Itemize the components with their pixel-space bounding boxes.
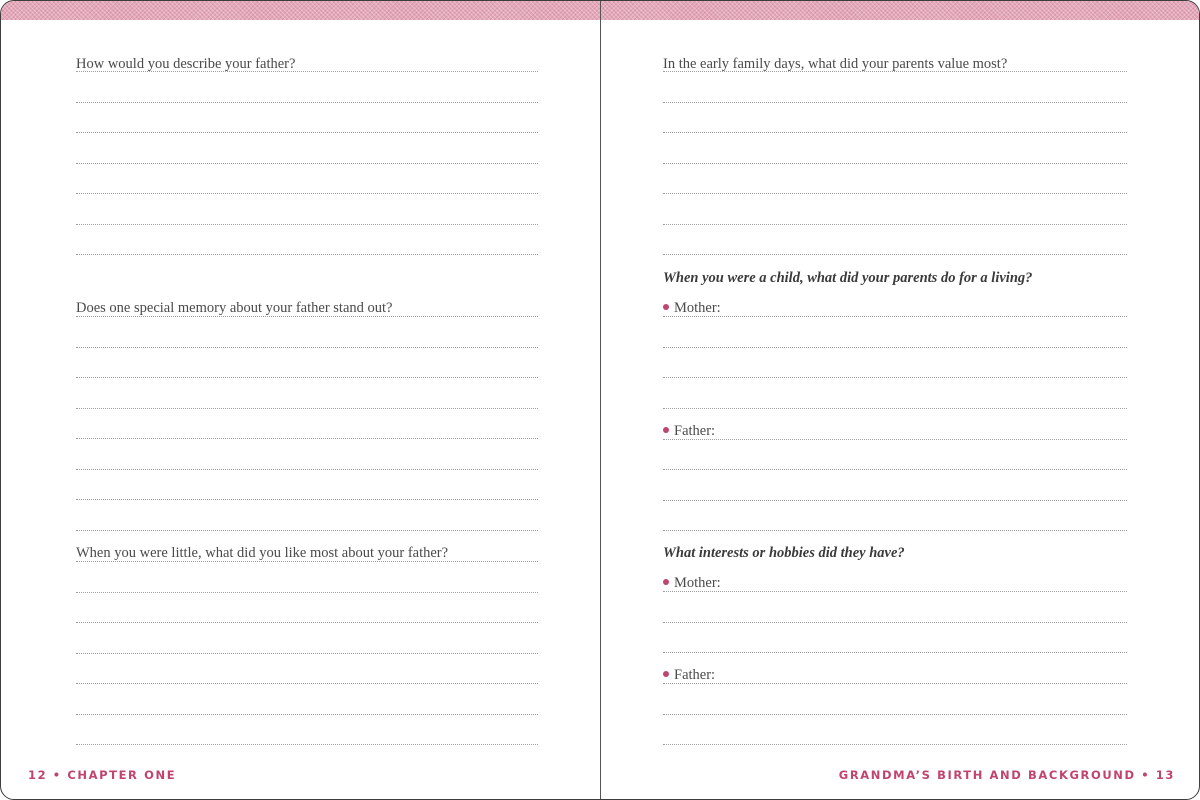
writing-line[interactable] <box>663 652 1127 653</box>
left-folio: 12 • CHAPTER ONE <box>28 768 177 782</box>
writing-line[interactable] <box>76 714 538 715</box>
writing-line[interactable] <box>663 254 1127 255</box>
bullet-icon <box>663 579 669 585</box>
writing-line[interactable] <box>663 377 1127 378</box>
writing-line[interactable] <box>663 500 1127 501</box>
writing-line[interactable] <box>663 469 1127 470</box>
writing-line[interactable] <box>663 102 1127 103</box>
writing-line[interactable] <box>663 193 1127 194</box>
writing-line[interactable] <box>663 163 1127 164</box>
section-heading: When you were a child, what did your parents do for a living? <box>663 270 1033 286</box>
writing-line[interactable] <box>76 622 538 623</box>
writing-line[interactable] <box>76 132 538 133</box>
bullet-item-father <box>663 423 715 439</box>
writing-line[interactable] <box>76 438 538 439</box>
bullet-icon <box>663 427 669 433</box>
bullet-label: Mother: <box>674 575 721 591</box>
left-page <box>1 1 600 799</box>
writing-line[interactable] <box>76 377 538 378</box>
writing-line[interactable] <box>76 163 538 164</box>
bullet-label: Father: <box>674 667 716 683</box>
writing-line[interactable] <box>663 71 1127 72</box>
writing-line[interactable] <box>76 347 538 348</box>
writing-line[interactable] <box>76 469 538 470</box>
writing-line[interactable] <box>76 499 538 500</box>
section-parents-hobbies <box>663 545 1127 747</box>
writing-line[interactable] <box>663 530 1127 531</box>
section-heading: What interests or hobbies did they have? <box>663 545 905 561</box>
writing-line[interactable] <box>76 193 538 194</box>
question-label: When you were little, what did you like most about your father? <box>76 545 449 561</box>
writing-line[interactable] <box>663 408 1127 409</box>
writing-line[interactable] <box>663 316 1127 317</box>
bullet-label: Mother: <box>674 300 721 316</box>
writing-line[interactable] <box>76 316 538 317</box>
bullet-item-mother <box>663 300 721 316</box>
writing-line[interactable] <box>76 530 538 531</box>
bullet-item-father <box>663 667 715 683</box>
writing-line[interactable] <box>76 102 538 103</box>
question-block-father-liked-most <box>76 545 538 747</box>
writing-line[interactable] <box>76 224 538 225</box>
writing-line[interactable] <box>76 592 538 593</box>
writing-line[interactable] <box>76 744 538 745</box>
bullet-label: Father: <box>674 423 716 439</box>
writing-line[interactable] <box>663 439 1127 440</box>
right-page <box>601 1 1199 799</box>
writing-line[interactable] <box>663 591 1127 592</box>
question-label: In the early family days, what did your parents value most? <box>663 56 1008 72</box>
question-block-parents-value <box>663 56 1127 256</box>
question-block-father-description <box>76 56 538 256</box>
writing-line[interactable] <box>76 561 538 562</box>
writing-line[interactable] <box>663 224 1127 225</box>
writing-line[interactable] <box>663 622 1127 623</box>
question-block-father-memory <box>76 300 538 532</box>
writing-line[interactable] <box>76 408 538 409</box>
writing-line[interactable] <box>663 714 1127 715</box>
question-label: Does one special memory about your father stand out? <box>76 300 393 316</box>
question-label: How would you describe your father? <box>76 56 296 72</box>
bullet-item-mother <box>663 575 721 591</box>
right-folio: GRANDMA’S BIRTH AND BACKGROUND • 13 <box>838 768 1175 782</box>
writing-line[interactable] <box>663 132 1127 133</box>
writing-line[interactable] <box>663 683 1127 684</box>
section-parents-living <box>663 270 1127 532</box>
writing-line[interactable] <box>76 254 538 255</box>
writing-line[interactable] <box>663 347 1127 348</box>
bullet-icon <box>663 304 669 310</box>
writing-line[interactable] <box>76 653 538 654</box>
bullet-icon <box>663 671 669 677</box>
writing-line[interactable] <box>76 683 538 684</box>
writing-line[interactable] <box>76 71 538 72</box>
writing-line[interactable] <box>663 744 1127 745</box>
